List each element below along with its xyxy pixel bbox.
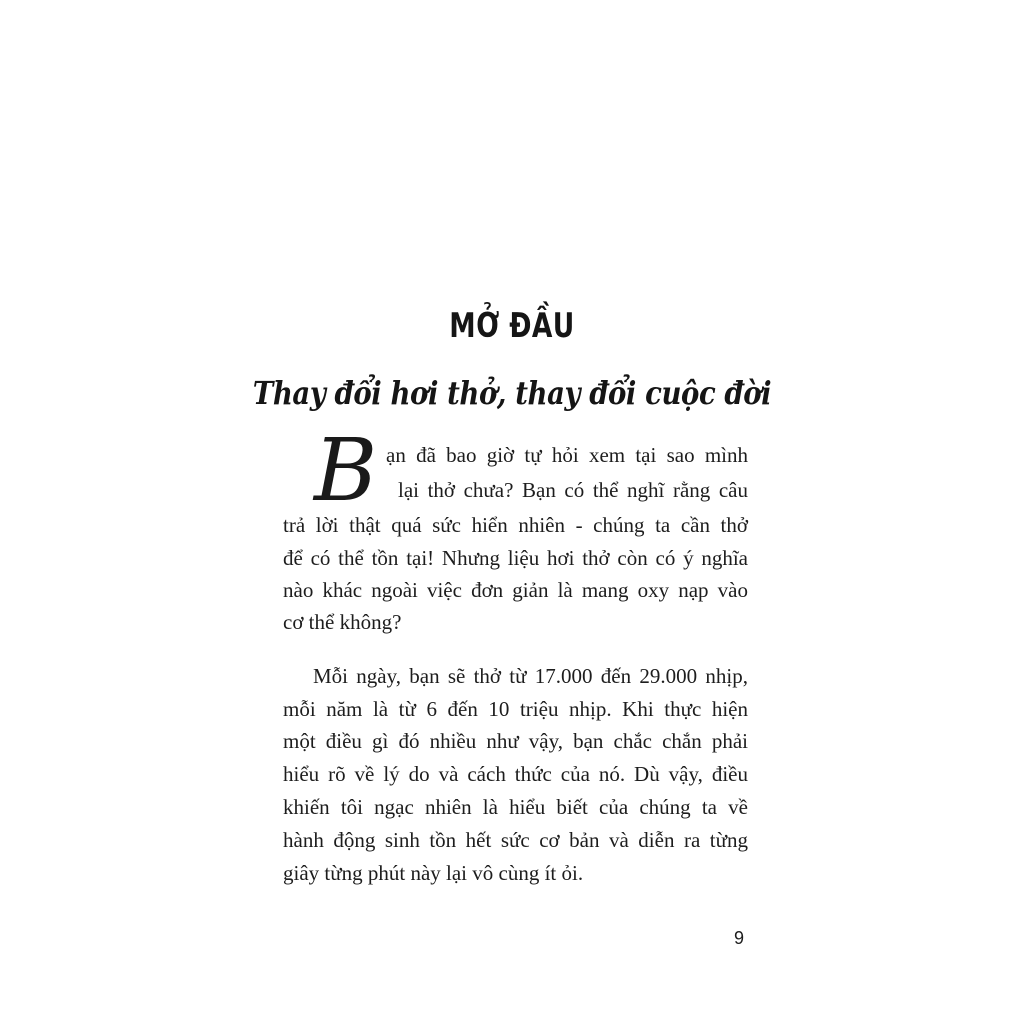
paragraph-line: hành động sinh tồn hết sức cơ bản và diễn ra từng	[283, 828, 748, 852]
paragraph-line: để có thể tồn tại! Nhưng liệu hơi thở còn có ý nghĩa	[283, 546, 748, 570]
drop-cap-letter: B	[314, 421, 378, 521]
paragraph-line: một điều gì đó nhiều như vậy, bạn chắc chắn phải	[283, 729, 748, 753]
paragraph-line: lại thở chưa? Bạn có thể nghĩ rằng câu	[398, 478, 748, 502]
page-number: 9	[734, 928, 745, 948]
paragraph-line: mỗi năm là từ 6 đến 10 triệu nhịp. Khi thực hiện	[283, 697, 748, 721]
paragraph-line: ạn đã bao giờ tự hỏi xem tại sao mình	[386, 443, 748, 467]
paragraph-line: cơ thể không?	[283, 610, 402, 634]
paragraph-line: nào khác ngoài việc đơn giản là mang oxy nạp vào	[283, 578, 748, 602]
paragraph-line: giây từng phút này lại vô cùng ít ỏi.	[283, 861, 584, 885]
paragraph-line: Mỗi ngày, bạn sẽ thở từ 17.000 đến 29.000 nhịp,	[313, 664, 748, 688]
chapter-subtitle: Thay đổi hơi thở, thay đổi cuộc đời	[252, 374, 772, 412]
paragraph-line: trả lời thật quá sức hiển nhiên - chúng ta cần thở	[283, 513, 748, 537]
paragraph-line: hiểu rõ về lý do và cách thức của nó. Dù vậy, điều	[283, 762, 748, 786]
paragraph-line: khiến tôi ngạc nhiên là hiểu biết của chúng ta về	[283, 795, 748, 819]
chapter-title: MỞ ĐẦU	[449, 306, 575, 346]
